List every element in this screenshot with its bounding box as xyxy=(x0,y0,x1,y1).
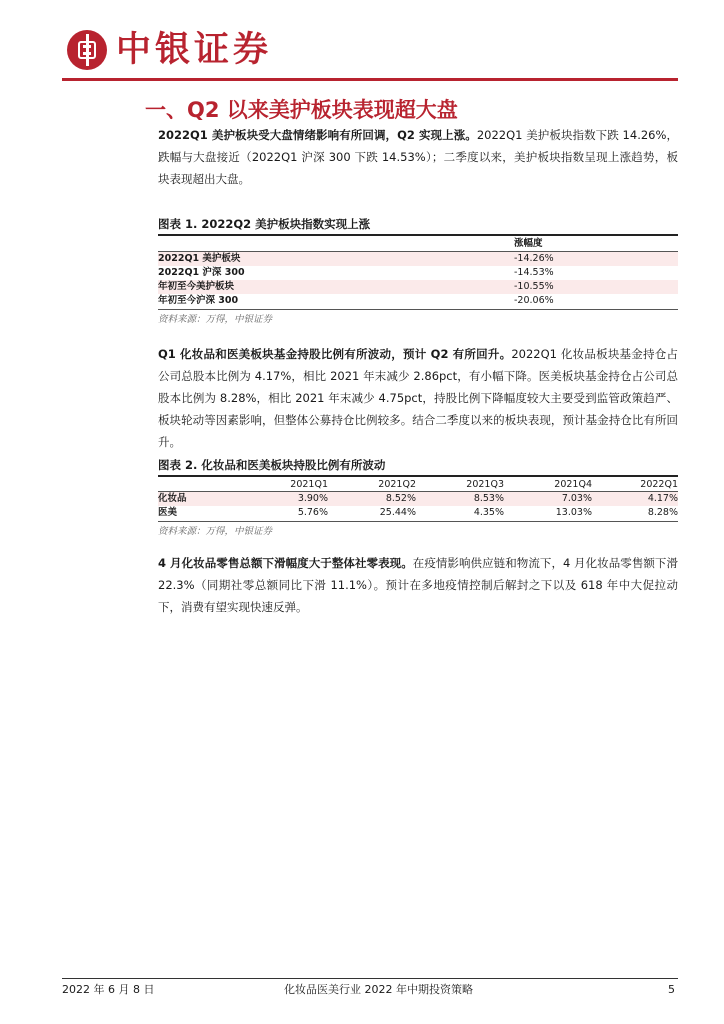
row-value: -14.26% xyxy=(514,253,554,264)
table-row xyxy=(158,266,678,280)
table-cell: 5.76% xyxy=(297,507,328,518)
row-label: 年初至今美护板块 xyxy=(158,281,235,292)
header-divider xyxy=(62,78,678,81)
paragraph-3-lead: 4 月化妆品零售总额下滑幅度大于整体社零表现。 xyxy=(158,556,413,570)
paragraph-1-lead: 2022Q1 美护板块受大盘情绪影响有所回调，Q2 实现上涨。 xyxy=(158,128,477,142)
footer-divider xyxy=(62,978,678,979)
paragraph-2 xyxy=(158,343,678,453)
column-header: 2021Q4 xyxy=(554,479,592,490)
table-cell: 3.90% xyxy=(297,493,328,504)
row-label: 化妆品 xyxy=(158,493,187,504)
column-header: 2022Q1 xyxy=(640,479,678,490)
paragraph-1 xyxy=(158,124,678,190)
figure-1-column-header: 涨幅度 xyxy=(514,238,543,249)
column-header: 2021Q2 xyxy=(378,479,416,490)
row-label: 2022Q1 沪深 300 xyxy=(158,267,245,278)
table-cell: 25.44% xyxy=(379,507,416,518)
row-label: 年初至今沪深 300 xyxy=(158,295,239,306)
footer-report-title: 化妆品医美行业 2022 年中期投资策略 xyxy=(284,983,473,996)
table-row xyxy=(158,294,678,308)
table-cell: 4.17% xyxy=(647,493,678,504)
figure-1-title: 图表 1. 2022Q2 美护板块指数实现上涨 xyxy=(158,217,371,231)
column-header: 2021Q1 xyxy=(290,479,328,490)
brand-name: 中银证券 xyxy=(116,29,273,70)
row-label: 医美 xyxy=(158,507,178,518)
table-row xyxy=(158,506,678,520)
column-header: 2021Q3 xyxy=(466,479,504,490)
row-value: -14.53% xyxy=(514,267,554,278)
paragraph-3-body: 在疫情影响供应链和物流下，4 月化妆品零售额下滑 22.3%（同期社零总额同比下滑 11.1%）。预计在多地疫情控制后解封之下以及 618 年中大促拉动下，消费有望实现快速反弹。 xyxy=(158,556,678,614)
figure-2-top-rule xyxy=(158,475,678,477)
paragraph-3 xyxy=(158,552,678,618)
section-title: 一、Q2 以来美护板块表现超大盘 xyxy=(145,98,458,122)
paragraph-1-body: 2022Q1 美护板块指数下跌 14.26%，跌幅与大盘接近（2022Q1 沪深 300 下跌 14.53%）；二季度以来，美护板块指数呈现上涨趋势，板块表现超出大盘。 xyxy=(158,128,678,186)
footer-page-number: 5 xyxy=(668,983,675,996)
paragraph-2-body: 2022Q1 化妆品板块基金持仓占公司总股本比例为 4.17%，相比 2021 年末减少 2.86pct，有小幅下降。医美板块基金持仓占公司总股本比例为 8.28%，相比 2021 年末减少 4.75pct，持股比例下降幅度较大主要受到监管政策趋严、板块轮动等因素影响，但整体公募持仓比例较多。结合二季度以来的板块表现，预计基金持仓比有所回升。 xyxy=(158,347,678,449)
table-cell: 4.35% xyxy=(473,507,504,518)
table-cell: 7.03% xyxy=(561,493,592,504)
figure-1-header-row xyxy=(158,237,678,251)
figure-1-bottom-rule xyxy=(158,309,678,310)
figure-2-source: 资料来源：万得，中银证券 xyxy=(158,526,273,537)
table-cell: 8.52% xyxy=(385,493,416,504)
footer-date: 2022 年 6 月 8 日 xyxy=(62,983,155,996)
paragraph-2-lead: Q1 化妆品和医美板块基金持股比例有所波动，预计 Q2 有所回升。 xyxy=(158,347,512,361)
table-cell: 8.28% xyxy=(647,507,678,518)
table-row xyxy=(158,252,678,266)
table-row xyxy=(158,492,678,506)
figure-1-top-rule xyxy=(158,234,678,236)
row-value: -10.55% xyxy=(514,281,554,292)
table-cell: 13.03% xyxy=(555,507,592,518)
figure-1-source: 资料来源：万得，中银证券 xyxy=(158,314,273,325)
row-label: 2022Q1 美护板块 xyxy=(158,253,241,264)
figure-2-bottom-rule xyxy=(158,521,678,522)
table-row xyxy=(158,280,678,294)
table-cell: 8.53% xyxy=(473,493,504,504)
figure-2-header-row xyxy=(158,478,678,492)
figure-2-title: 图表 2. 化妆品和医美板块持股比例有所波动 xyxy=(158,458,386,472)
row-value: -20.06% xyxy=(514,295,554,306)
bank-of-china-logo-icon xyxy=(67,30,107,70)
